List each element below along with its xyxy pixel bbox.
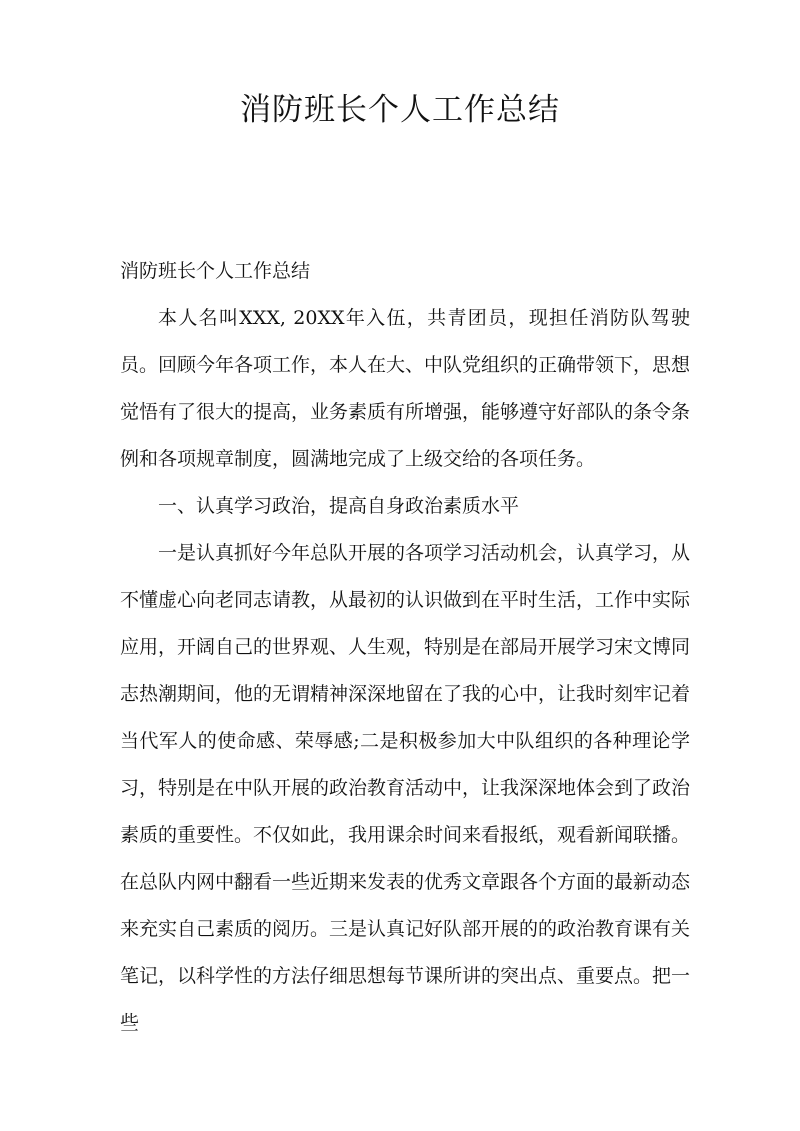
section-heading: 消防班长个人工作总结	[120, 260, 311, 282]
paragraph-politics: 一是认真抓好今年总队开展的各项学习活动机会，认真学习，从不懂虚心向老同志请教，从最初的认识做到在平时生活，工作中实际应用，开阔自己的世界观、人生观，特别是在部局开展学习宋文博同志热潮期间，他的无谓精神深深地留在了我的心中，让我时刻牢记着当代军人的使命感、荣辱感;二是积极参加大中队组织的各种理论学习，特别是在中队开展的政治教育活动中，让我深深地体会到了政治素质的重要性。不仅如此，我用课余时间来看报纸，观看新闻联播。在总队内网中翻看一些近期来发表的优秀文章跟各个方面的最新动态来充实自己素质的阅历。三是认真记好队部开展的的政治教育课有关笔记，以科学性的方法仔细思想每节课所讲的突出点、重要点。把一些	[120, 542, 691, 1034]
document-body	[120, 248, 690, 1047]
paragraph-intro: 本人名叫XXX, 20XX年入伍，共青团员，现担任消防队驾驶员。回顾今年各项工作，本人在大、中队党组织的正确带领下，思想觉悟有了很大的提高，业务素质有所增强，能够遵守好部队的条令条例和各项规章制度，圆满地完成了上级交给的各项任务。	[120, 307, 691, 470]
section-heading-politics: 一、认真学习政治，提高自身政治素质水平	[158, 495, 520, 517]
document-title: 消防班长个人工作总结	[240, 92, 560, 128]
